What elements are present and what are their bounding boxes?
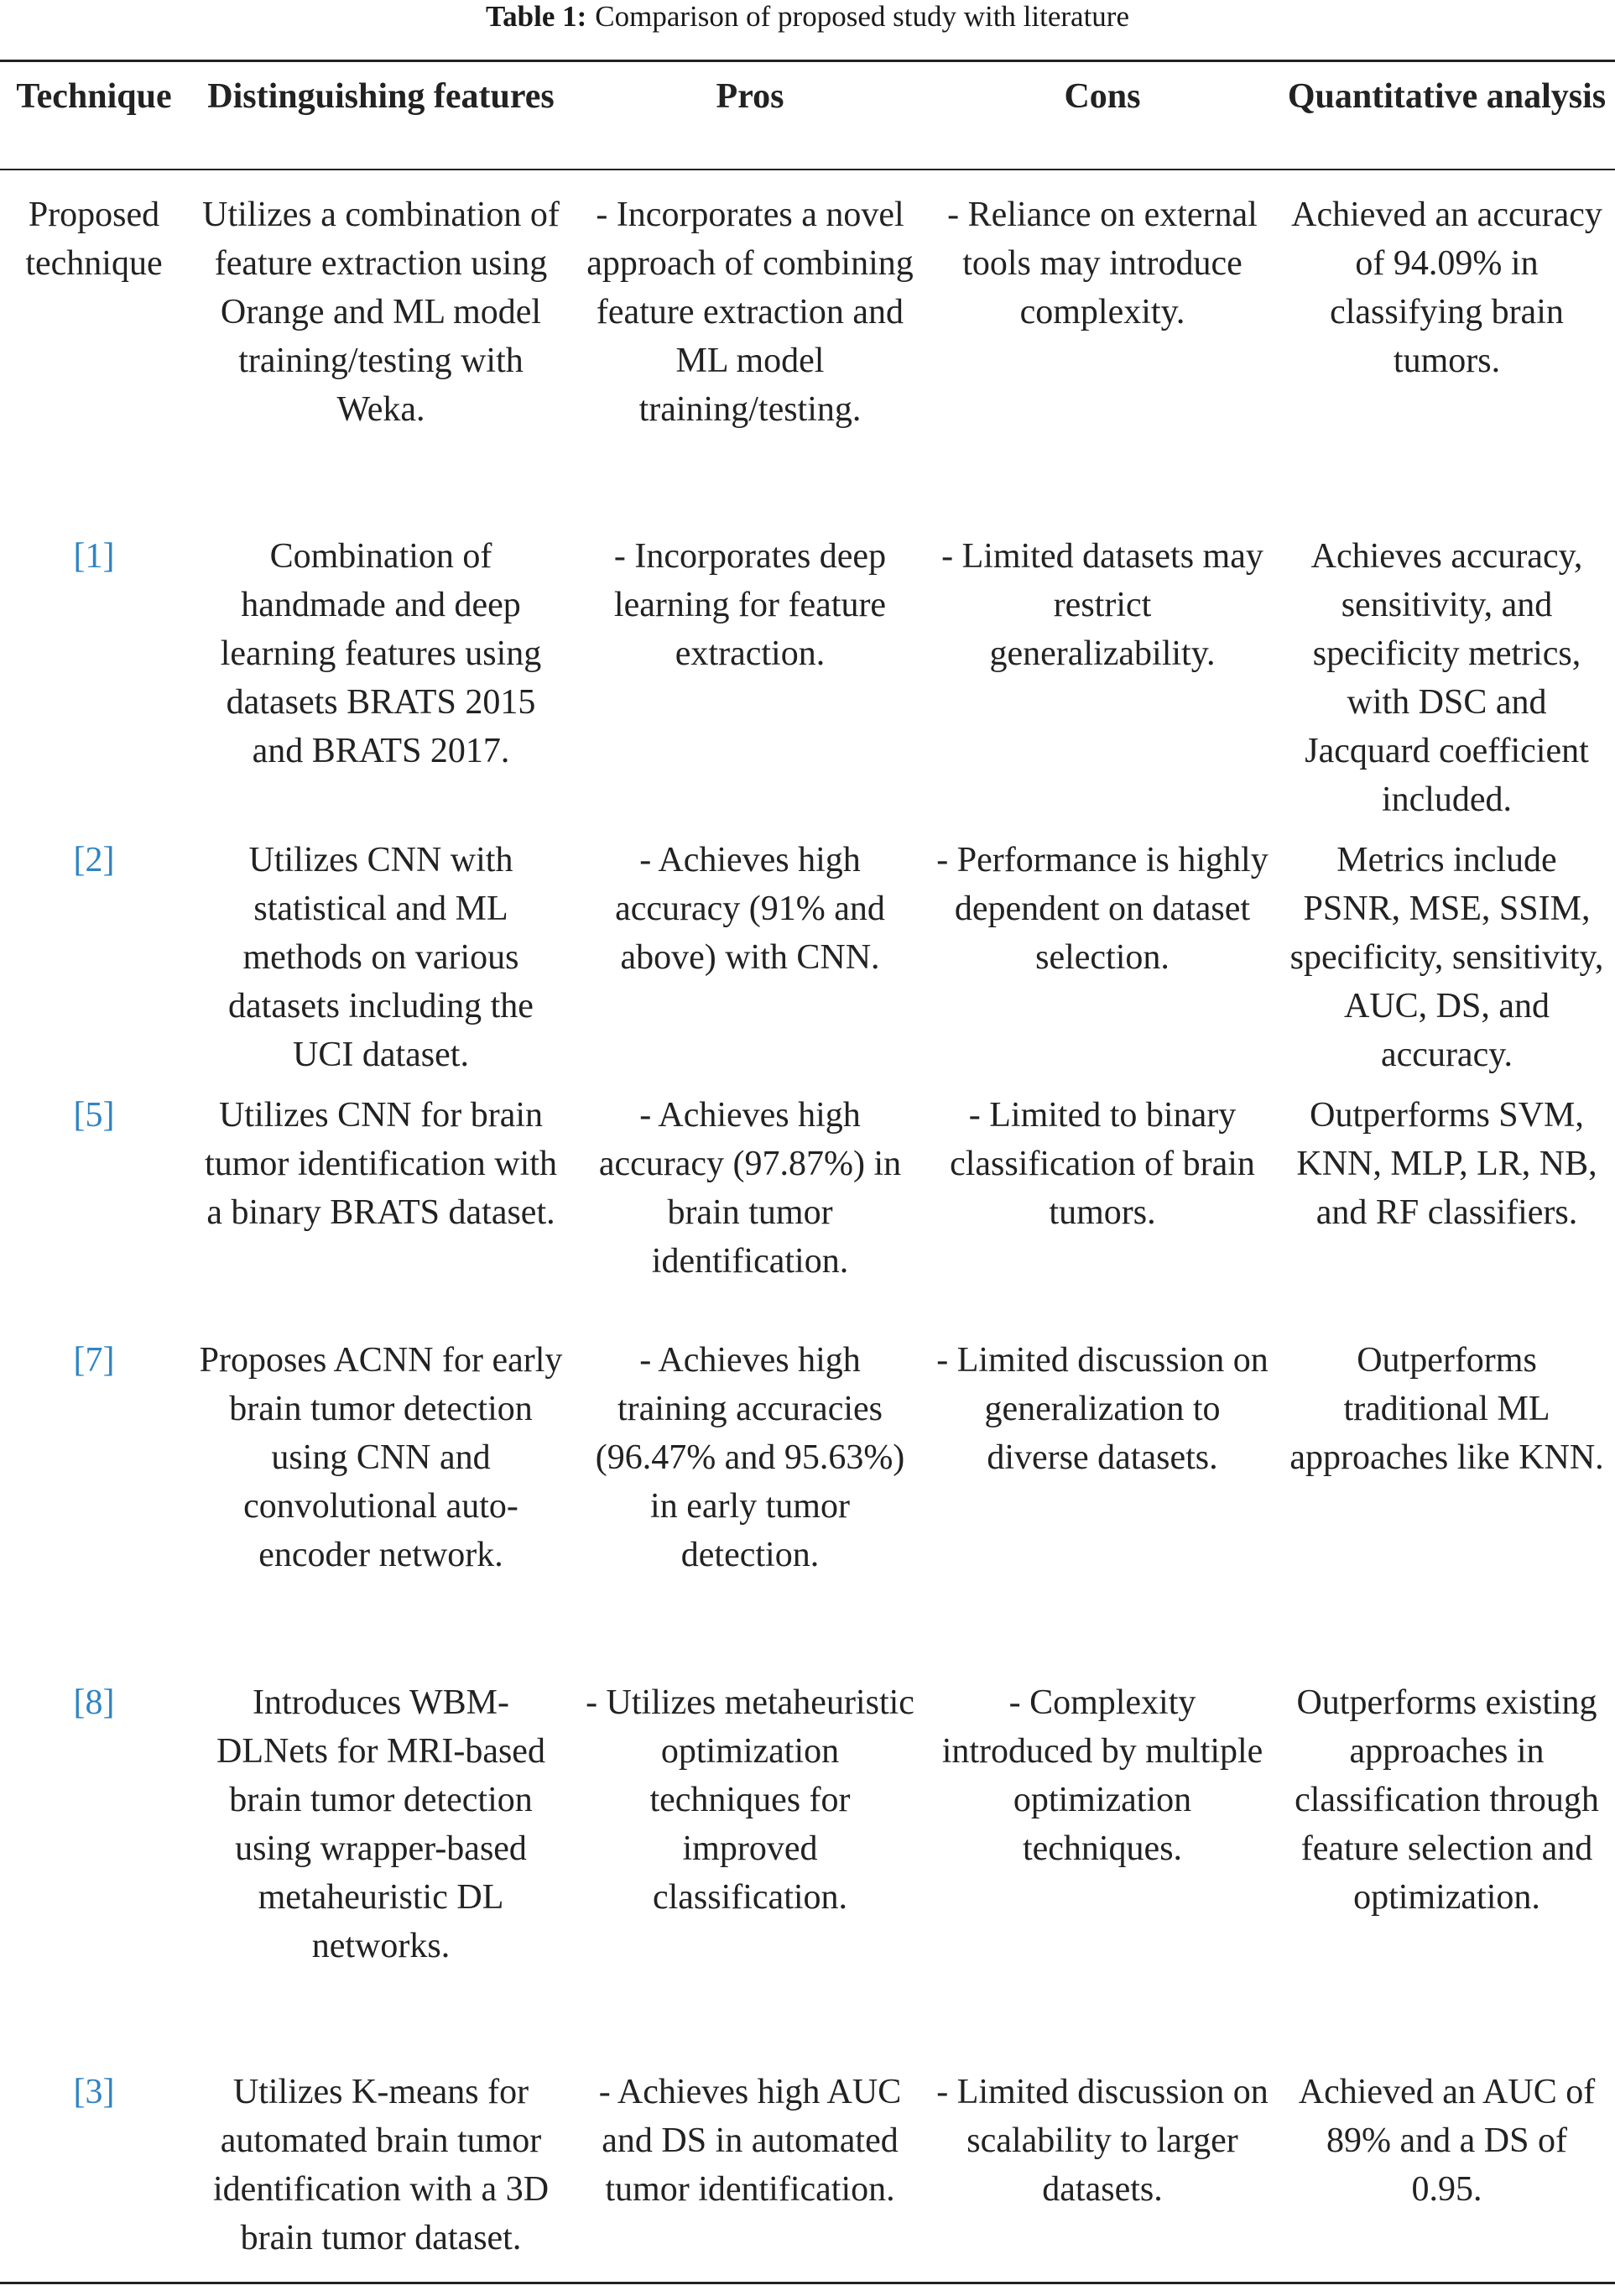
header-cons: Cons — [1064, 77, 1141, 116]
cell-technique — [0, 824, 188, 1079]
header-pros: Pros — [716, 77, 784, 116]
cell-technique — [0, 1079, 188, 1324]
cell-pros: - Incorporates deep learning for feature extraction. — [613, 537, 887, 673]
table-row — [0, 1667, 1615, 2056]
cell-pros: - Incorporates a novel approach of combining feature extraction and ML model training/testing. — [586, 196, 914, 429]
header-quantitative-analysis: Quantitative analysis — [1287, 77, 1607, 116]
table-caption — [0, 0, 1615, 34]
citation-link[interactable]: [2] — [73, 841, 115, 879]
cell-analysis: Achieved an AUC of 89% and a DS of 0.95. — [1298, 2073, 1596, 2209]
cell-cons: - Limited discussion on scalability to larger datasets. — [936, 2073, 1269, 2209]
cell-features: Utilizes K-means for automated brain tumor identification with a 3D brain tumor dataset. — [212, 2073, 550, 2257]
cell-technique: Proposed technique — [25, 196, 163, 283]
cell-pros: - Achieves high AUC and DS in automated tumor identification. — [598, 2073, 902, 2209]
citation-link[interactable]: [1] — [73, 537, 115, 576]
cell-cons: - Limited discussion on generalization to diverse datasets. — [936, 1341, 1269, 1477]
cell-technique — [0, 1324, 188, 1667]
cell-pros: - Achieves high accuracy (97.87%) in brain tumor identification. — [598, 1096, 902, 1281]
table-row — [0, 1324, 1615, 1667]
cell-technique — [0, 1667, 188, 2056]
citation-link[interactable]: [7] — [73, 1341, 115, 1380]
cell-pros: - Achieves high accuracy (91% and above) with CNN. — [615, 841, 885, 977]
header-distinguishing-features: Distinguishing features — [207, 77, 555, 116]
comparison-table — [0, 62, 1615, 2296]
cell-technique — [0, 2056, 188, 2296]
cell-cons: - Performance is highly dependent on dataset selection. — [936, 841, 1269, 977]
cell-cons: - Limited to binary classification of brain tumors. — [950, 1096, 1255, 1232]
cell-cons: - Reliance on external tools may introduce complexity. — [947, 196, 1258, 331]
cell-features: Utilizes CNN for brain tumor identification with a binary BRATS dataset. — [205, 1096, 557, 1232]
cell-technique — [0, 520, 188, 824]
cell-analysis: Outperforms existing approaches in classification through feature selection and optimization. — [1295, 1683, 1599, 1917]
cell-analysis: Outperforms SVM, KNN, MLP, LR, NB, and RF classifiers. — [1296, 1096, 1597, 1232]
citation-link[interactable]: [8] — [73, 1683, 115, 1722]
cell-pros: - Utilizes metaheuristic optimization techniques for improved classification. — [586, 1683, 914, 1917]
table-row — [0, 824, 1615, 1079]
table-row — [0, 520, 1615, 824]
table-caption-text: Comparison of proposed study with literature — [595, 0, 1129, 33]
table-header-row — [0, 62, 1615, 179]
cell-features: Utilizes CNN with statistical and ML methods on various datasets including the UCI dataset. — [228, 841, 534, 1074]
cell-cons: - Limited datasets may restrict generalizability. — [941, 537, 1263, 673]
cell-features: Proposes ACNN for early brain tumor detection using CNN and convolutional auto-encoder network. — [199, 1341, 563, 1574]
cell-cons: - Complexity introduced by multiple optimization techniques. — [941, 1683, 1263, 1868]
cell-analysis: Metrics include PSNR, MSE, SSIM, specificity, sensitivity, AUC, DS, and accuracy. — [1289, 841, 1604, 1074]
header-technique: Technique — [16, 77, 172, 116]
table-row — [0, 179, 1615, 520]
table-caption-label: Table 1: — [486, 0, 587, 33]
cell-analysis: Achieves accuracy, sensitivity, and specificity metrics, with DSC and Jacquard coefficient included. — [1305, 537, 1589, 819]
citation-link[interactable]: [3] — [73, 2073, 115, 2111]
table-row — [0, 2056, 1615, 2296]
cell-pros: - Achieves high training accuracies (96.47% and 95.63%) in early tumor detection. — [595, 1341, 905, 1574]
cell-features: Utilizes a combination of feature extraction using Orange and ML model training/testing with Weka. — [202, 196, 560, 429]
table-row — [0, 1079, 1615, 1324]
cell-features: Combination of handmade and deep learning features using datasets BRATS 2015 and BRATS 2017. — [220, 537, 542, 770]
cell-features: Introduces WBM-DLNets for MRI-based brain tumor detection using wrapper-based metaheuristic DL networks. — [216, 1683, 545, 1965]
cell-analysis: Achieved an accuracy of 94.09% in classifying brain tumors. — [1291, 196, 1602, 380]
cell-analysis: Outperforms traditional ML approaches like KNN. — [1289, 1341, 1604, 1477]
citation-link[interactable]: [5] — [73, 1096, 115, 1135]
